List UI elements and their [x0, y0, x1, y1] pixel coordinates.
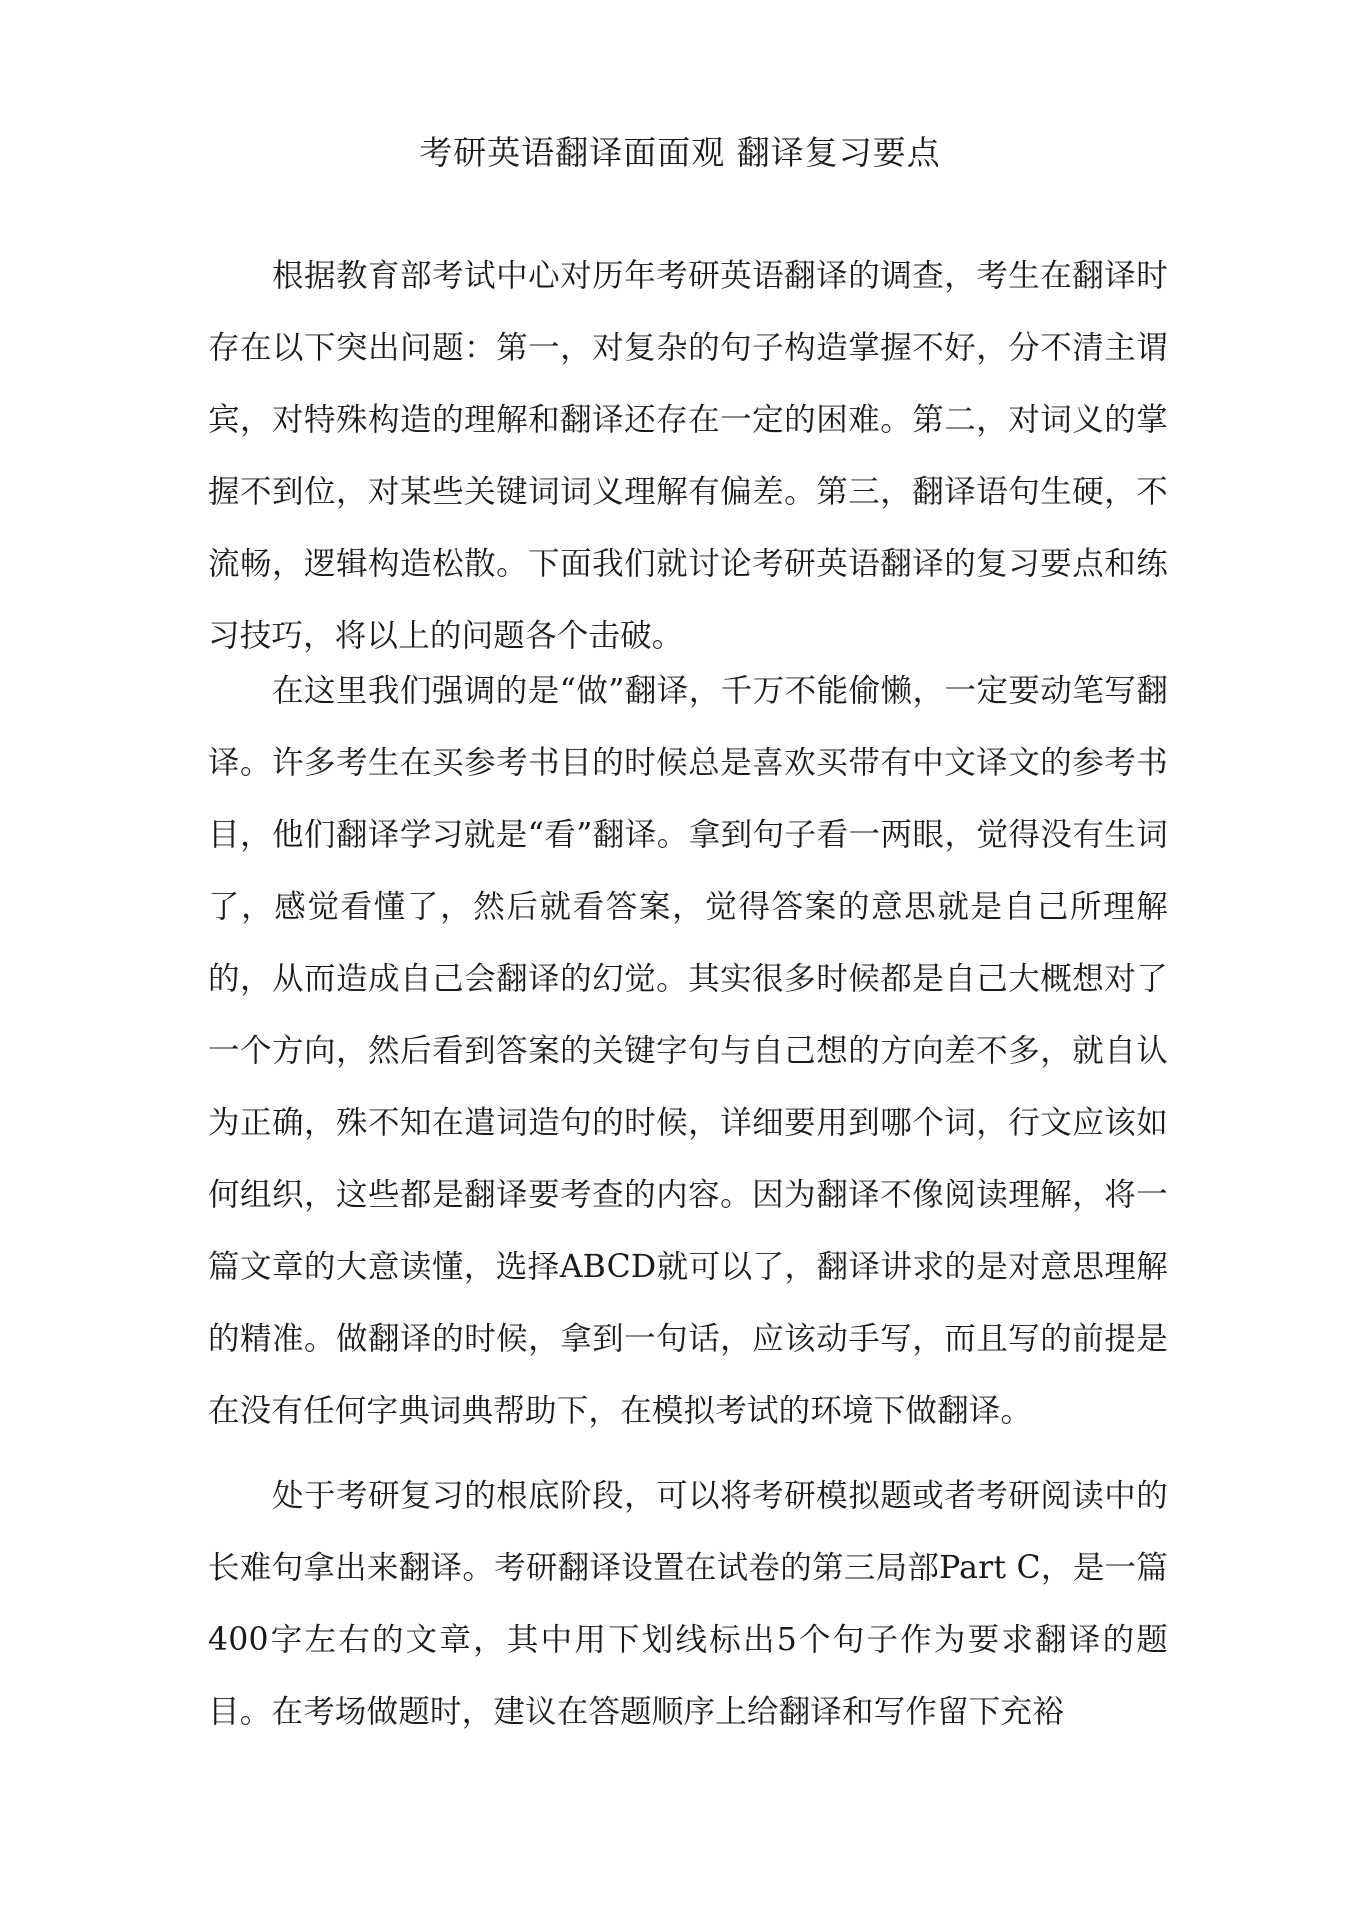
paragraph-2: 在这里我们强调的是“做”翻译，千万不能偷懒，一定要动笔写翻译。许多考生在买参考书目的时候总是喜欢买带有中文译文的参考书目，他们翻译学习就是“看”翻译。拿到句子看一两眼，觉得没有生词了，感觉看懂了，然后就看答案，觉得答案的意思就是自己所理解的，从而造成自己会翻译的幻觉。其实很多时候都是自己大概想对了一个方向，然后看到答案的关键字句与自己想的方向差不多，就自认为正确，殊不知在遣词造句的时候，详细要用到哪个词，行文应该如何组织，这些都是翻译要考查的内容。因为翻译不像阅读理解，将一篇文章的大意读懂，选择ABCD就可以了，翻译讲求的是对意思理解的精准。做翻译的时候，拿到一句话，应该动手写，而且写的前提是在没有任何字典词典帮助下，在模拟考试的环境下做翻译。 — [208, 673, 1168, 1429]
document-title: 考研英语翻译面面观 翻译复习要点 — [419, 133, 941, 172]
paragraph-1: 根据教育部考试中心对历年考研英语翻译的调查，考生在翻译时存在以下突出问题：第一，对复杂的句子构造掌握不好，分不清主谓宾，对特殊构造的理解和翻译还存在一定的困难。第二，对词义的掌握不到位，对某些关键词词义理解有偏差。第三，翻译语句生硬，不流畅，逻辑构造松散。下面我们就讨论考研英语翻译的复习要点和练习技巧，将以上的问题各个击破。 — [208, 258, 1168, 654]
paragraph-3: 处于考研复习的根底阶段，可以将考研模拟题或者考研阅读中的长难句拿出来翻译。考研翻译设置在试卷的第三局部Part C，是一篇400字左右的文章，其中用下划线标出5个句子作为要求翻译的题目。在考场做题时，建议在答题顺序上给翻译和写作留下充裕 — [208, 1478, 1168, 1730]
